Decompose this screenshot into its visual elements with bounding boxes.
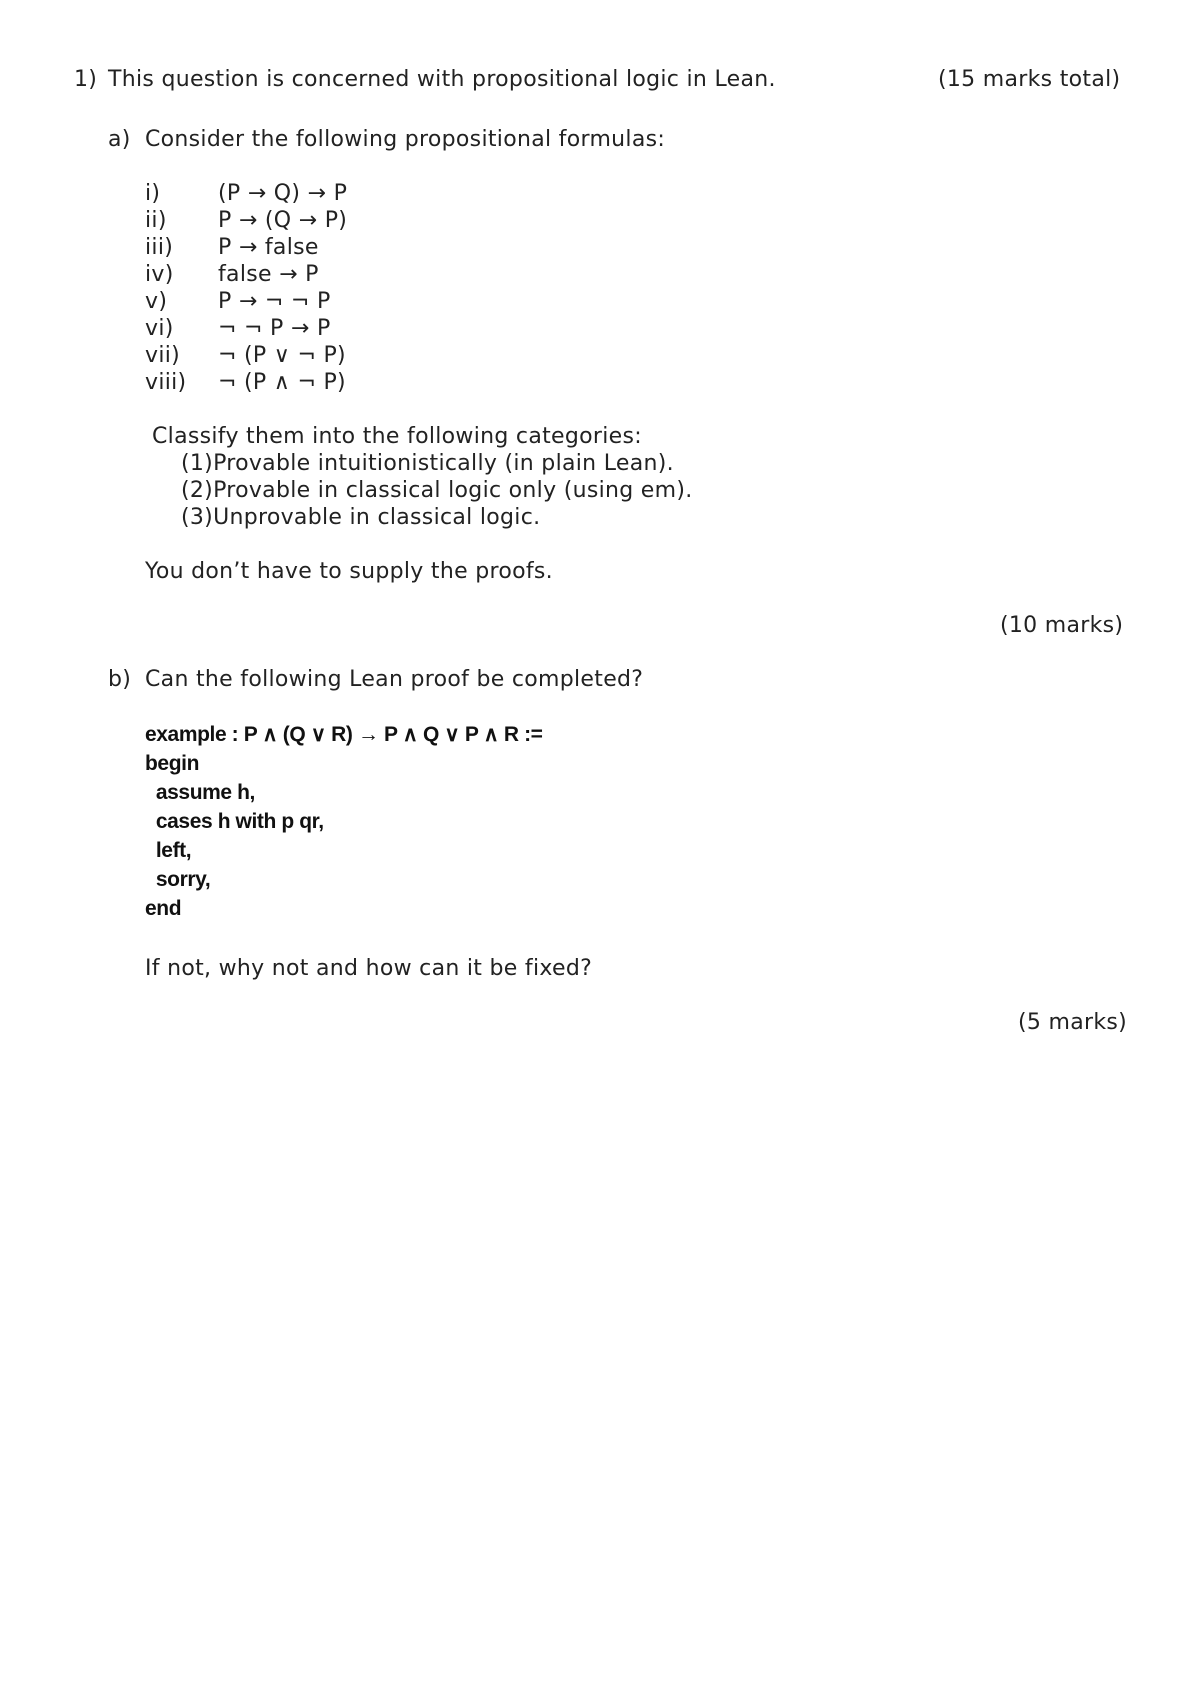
- part-a-prompt: Consider the following propositional formulas:: [145, 127, 666, 152]
- classify-intro: Classify them into the following categories:: [152, 424, 642, 449]
- formula-expression: (P → Q) → P: [218, 181, 348, 206]
- formula-expression: ¬ (P ∧ ¬ P): [218, 370, 346, 395]
- formula-number: ii): [145, 208, 167, 233]
- code-line: end: [145, 897, 182, 920]
- total-marks: (15 marks total): [938, 67, 1121, 92]
- part-a-marks: (10 marks): [1000, 613, 1124, 638]
- formula-number: vii): [145, 343, 181, 368]
- formula-number: viii): [145, 370, 187, 395]
- formula-expression: P → false: [218, 235, 319, 260]
- formula-expression: ¬ ¬ P → P: [218, 316, 331, 341]
- formula-expression: P → ¬ ¬ P: [218, 289, 331, 314]
- category-item: (1)Provable intuitionistically (in plain Lean).: [181, 451, 674, 476]
- part-b-prompt: Can the following Lean proof be completed?: [145, 667, 644, 692]
- formula-number: iv): [145, 262, 174, 287]
- proof-note: You don’t have to supply the proofs.: [145, 559, 553, 584]
- part-b-marks: (5 marks): [1018, 1010, 1128, 1035]
- code-line: begin: [145, 752, 199, 775]
- formula-expression: ¬ (P ∨ ¬ P): [218, 343, 346, 368]
- part-a-label: a): [108, 127, 131, 152]
- formula-number: i): [145, 181, 161, 206]
- formula-expression: P → (Q → P): [218, 208, 348, 233]
- code-line: assume h,: [145, 781, 255, 804]
- code-line: left,: [145, 839, 192, 862]
- formula-number: iii): [145, 235, 174, 260]
- part-b-label: b): [108, 667, 132, 692]
- category-item: (3)Unprovable in classical logic.: [181, 505, 541, 530]
- code-line: example : P ∧ (Q ∨ R) → P ∧ Q ∨ P ∧ R :=: [145, 723, 543, 746]
- question-intro: This question is concerned with propositional logic in Lean.: [108, 67, 776, 92]
- category-item: (2)Provable in classical logic only (using em).: [181, 478, 693, 503]
- code-line: sorry,: [145, 868, 211, 891]
- code-line: cases h with p qr,: [145, 810, 324, 833]
- formula-expression: false → P: [218, 262, 319, 287]
- followup-question: If not, why not and how can it be fixed?: [145, 956, 593, 981]
- question-number: 1): [74, 67, 98, 92]
- formula-number: v): [145, 289, 168, 314]
- formula-number: vi): [145, 316, 174, 341]
